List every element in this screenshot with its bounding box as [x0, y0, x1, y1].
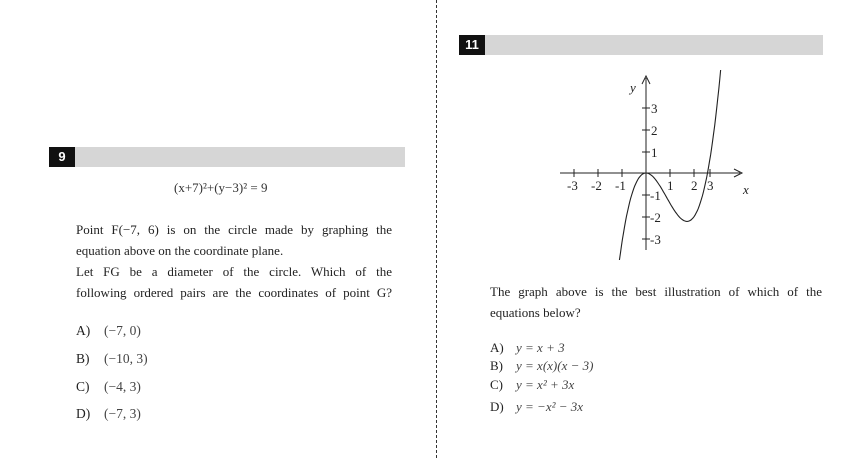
- question-11-choice-c[interactable]: [490, 377, 574, 393]
- question-11-prompt: [490, 281, 822, 323]
- question-11-choice-d[interactable]: [490, 399, 583, 415]
- question-11-prompt-line: The graph above is the best illustration of which of the: [490, 284, 822, 299]
- question-9-prompt: [76, 219, 392, 303]
- choice-value: (−4, 3): [104, 379, 141, 394]
- y-tick-label: 2: [651, 123, 658, 138]
- question-11-choice-b[interactable]: [490, 358, 593, 374]
- question-9-choice-d[interactable]: [76, 406, 141, 422]
- choice-value: (−10, 3): [104, 351, 148, 366]
- x-tick-label: -3: [567, 178, 578, 193]
- y-tick-label: -1: [650, 188, 661, 203]
- choice-letter: A): [490, 340, 504, 355]
- choice-value: y = −x² − 3x: [516, 399, 584, 414]
- question-9-equation: (x+7)²+(y−3)² = 9: [174, 180, 268, 195]
- choice-value: y = x² + 3x: [516, 377, 575, 392]
- x-axis-label: x: [743, 182, 749, 197]
- x-tick-label: 3: [707, 178, 714, 193]
- question-9-choice-a[interactable]: [76, 323, 141, 339]
- choice-value: (−7, 3): [104, 406, 141, 421]
- choice-letter: B): [76, 351, 90, 366]
- question-9-prompt-line: equation above on the coordinate plane.: [76, 243, 284, 258]
- y-tick-label: -2: [650, 210, 661, 225]
- choice-value: y = x + 3: [516, 340, 565, 355]
- choice-value: (−7, 0): [104, 323, 141, 338]
- question-11-prompt-line: equations below?: [490, 305, 581, 320]
- cubic-curve: [618, 70, 733, 260]
- x-tick-label: 2: [691, 178, 698, 193]
- choice-letter: B): [490, 358, 503, 373]
- choice-letter: D): [76, 406, 91, 421]
- choice-letter: A): [76, 323, 91, 338]
- choice-letter: C): [76, 379, 90, 394]
- question-9-choice-b[interactable]: [76, 351, 148, 367]
- question-11-number: 11: [459, 35, 485, 55]
- choice-letter: D): [490, 399, 504, 414]
- y-axis-label: y: [630, 80, 636, 95]
- x-tick-label: -1: [615, 178, 626, 193]
- question-9-number: 9: [49, 147, 75, 167]
- x-tick-label: 1: [667, 178, 674, 193]
- question-9-choice-c[interactable]: [76, 379, 141, 395]
- question-11-choice-a[interactable]: [490, 340, 565, 356]
- choice-value: y = x(x)(x − 3): [516, 358, 594, 373]
- choice-letter: C): [490, 377, 503, 392]
- y-tick-label: 3: [651, 101, 658, 116]
- question-9-prompt-line: Point F(−7, 6) is on the circle made by graphing the: [76, 222, 392, 237]
- question-9-prompt-line: following ordered pairs are the coordinates of point G?: [76, 285, 392, 300]
- question-9-header-bar: [49, 147, 405, 167]
- question-11-header-bar: [459, 35, 823, 55]
- question-9-prompt-line: Let FG be a diameter of the circle. Which of the: [76, 264, 392, 279]
- y-tick-label: 1: [651, 145, 658, 160]
- question-11-graph: [560, 70, 780, 260]
- column-divider: [436, 0, 437, 458]
- y-tick-label: -3: [650, 232, 661, 247]
- x-tick-label: -2: [591, 178, 602, 193]
